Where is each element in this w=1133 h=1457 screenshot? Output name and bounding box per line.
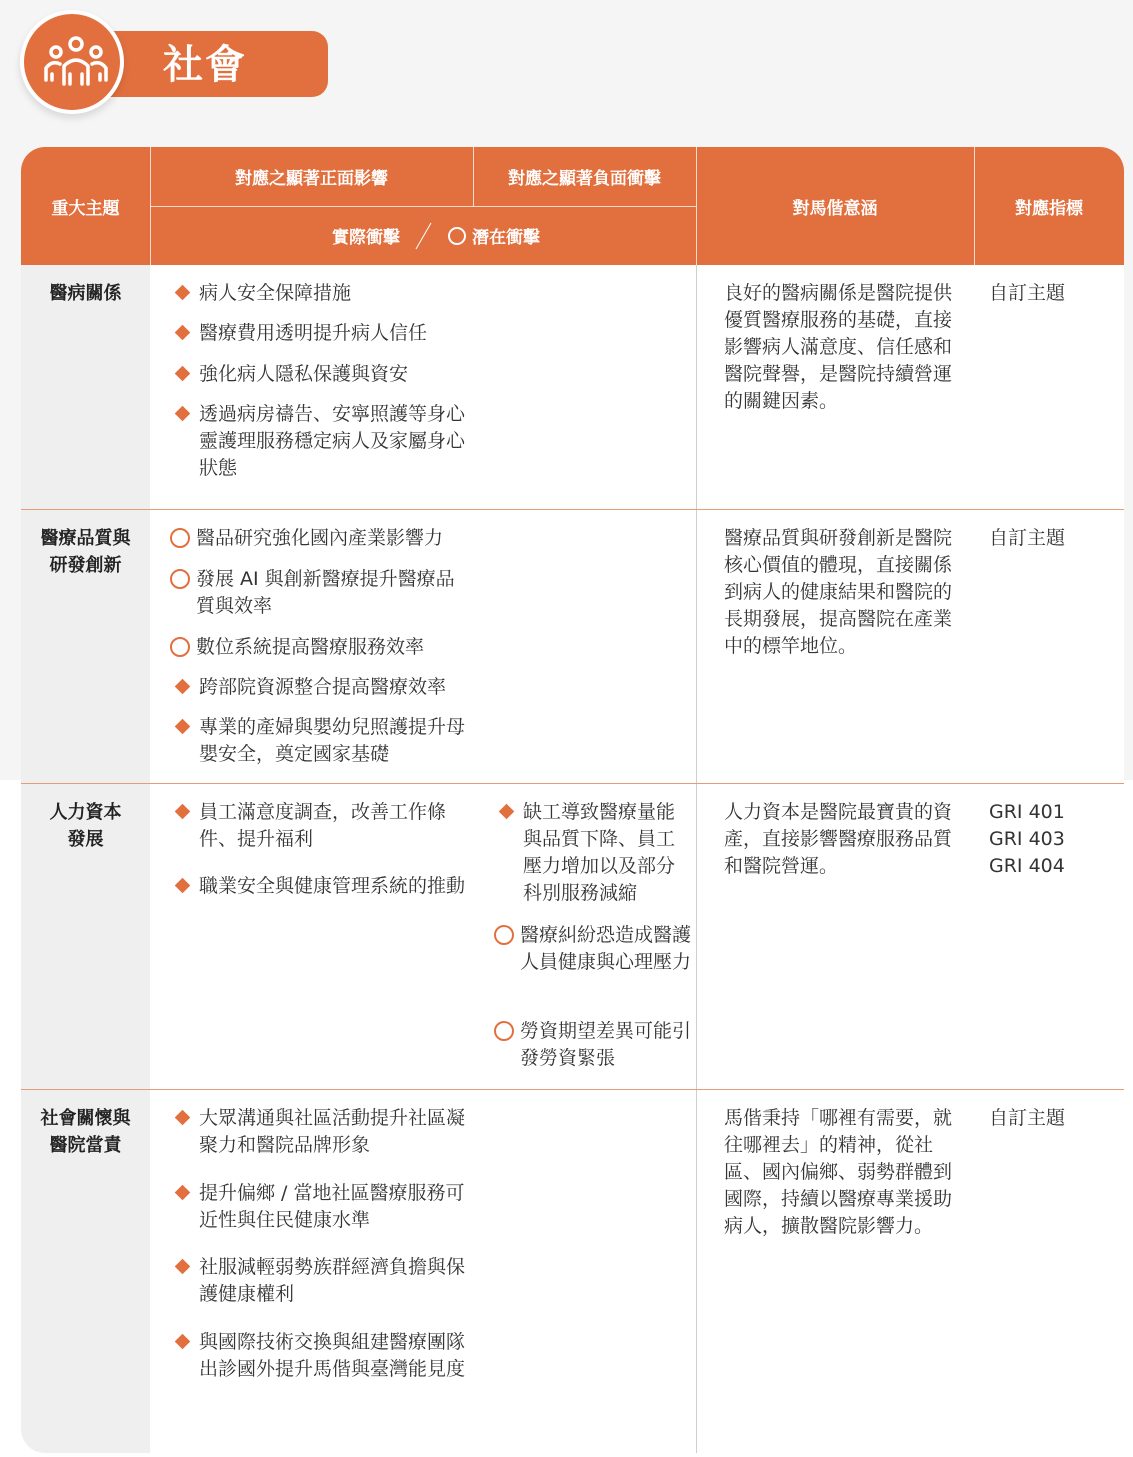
list-item: 醫療費用透明提升病人信任	[173, 320, 473, 347]
section-title: 社會	[163, 42, 247, 88]
circle-icon	[170, 525, 196, 552]
circle-icon	[170, 566, 196, 593]
row-topic	[21, 1105, 150, 1159]
list-item: 員工滿意度調查，改善工作條件、提升福利	[173, 799, 473, 853]
list-item: 強化病人隱私保護與資安	[173, 361, 473, 388]
header-indicator: 對應指標	[1015, 198, 1083, 219]
list-item: 職業安全與健康管理系統的推動	[173, 873, 473, 900]
row-divider	[21, 1089, 1124, 1090]
legend-potential: 潛在衝擊	[472, 228, 540, 248]
column-divider	[696, 265, 697, 1453]
list-item: 數位系統提高醫療服務效率	[170, 634, 473, 661]
list-item: 專業的產婦與嬰幼兒照護提升母嬰安全，奠定國家基礎	[173, 714, 473, 768]
list-item: 大眾溝通與社區活動提升社區凝聚力和醫院品牌形象	[173, 1105, 473, 1159]
diamond-icon	[173, 799, 199, 826]
indicator-list	[989, 799, 1114, 880]
meaning-text: 人力資本是醫院最寶貴的資產，直接影響醫療服務品質和醫院營運。	[724, 801, 953, 877]
meaning-text: 良好的醫病關係是醫院提供優質醫療服務的基礎，直接影響病人滿意度、信任感和醫院聲譽，是醫院持續營運的關鍵因素。	[724, 282, 953, 412]
diamond-icon	[173, 714, 199, 741]
list-item: 醫療糾紛恐造成醫護人員健康與心理壓力	[494, 922, 693, 976]
list-item: 缺工導致醫療量能與品質下降、員工壓力增加以及部分科別服務減縮	[497, 799, 693, 907]
circle-icon	[170, 634, 196, 661]
list-item: 跨部院資源整合提高醫療效率	[173, 674, 473, 701]
list-item: 提升偏鄉 / 當地社區醫療服務可近性與住民健康水準	[173, 1180, 473, 1234]
circle-icon	[494, 1018, 520, 1045]
circle-icon	[448, 227, 466, 245]
topic-column	[21, 265, 150, 1453]
topic-line: 醫療品質與	[40, 528, 131, 549]
list-item: 社服減輕弱勢族群經濟負擔與保護健康權利	[173, 1254, 473, 1308]
header-divider	[974, 147, 975, 265]
row-divider	[21, 783, 1124, 784]
row-topic	[21, 280, 150, 307]
diamond-icon	[173, 674, 199, 701]
topic-line: 醫院當責	[49, 1135, 122, 1156]
topic-line: 研發創新	[49, 555, 122, 576]
diamond-icon	[173, 280, 199, 307]
indicator-text: GRI 403	[989, 828, 1065, 850]
diamond-icon	[173, 1254, 199, 1281]
materiality-table	[21, 147, 1124, 1453]
diamond-icon	[173, 320, 199, 347]
diamond-icon	[497, 799, 523, 826]
header-topic: 重大主題	[51, 198, 120, 219]
indicator-text: 自訂主題	[989, 527, 1066, 549]
table-header	[21, 147, 1124, 265]
diamond-icon	[173, 873, 199, 900]
community-people-icon	[20, 10, 124, 114]
topic-line: 社會關懷與	[40, 1108, 131, 1129]
diamond-icon	[173, 1180, 199, 1207]
diamond-icon	[173, 1105, 199, 1132]
indicator-text: GRI 404	[989, 855, 1065, 877]
diamond-icon	[173, 1329, 199, 1356]
row-topic	[21, 525, 150, 579]
indicator-text: 自訂主題	[989, 1107, 1066, 1129]
list-item: 醫品研究強化國內產業影響力	[170, 525, 473, 552]
list-item: 病人安全保障措施	[173, 280, 473, 307]
legend-actual: 實際衝擊	[332, 228, 400, 248]
row-divider	[21, 509, 1124, 510]
header-positive: 對應之顯著正面影響	[235, 169, 388, 189]
circle-icon	[494, 922, 520, 949]
list-item: 發展 AI 與創新醫療提升醫療品質與效率	[170, 566, 473, 620]
topic-line: 人力資本	[49, 802, 122, 823]
header-divider	[696, 147, 697, 265]
list-item: 勞資期望差異可能引發勞資緊張	[494, 1018, 693, 1072]
header-divider	[473, 147, 474, 206]
topic-line: 發展	[67, 829, 104, 850]
indicator-text: GRI 401	[989, 801, 1065, 823]
slash-divider	[412, 223, 436, 249]
diamond-icon	[173, 401, 199, 428]
indicator-text: 自訂主題	[989, 282, 1066, 304]
impact-legend	[150, 206, 696, 265]
meaning-text: 醫療品質與研發創新是醫院核心價值的體現，直接關係到病人的健康結果和醫院的長期發展，提高醫院在產業中的標竿地位。	[724, 527, 953, 657]
meaning-text: 馬偕秉持「哪裡有需要，就往哪裡去」的精神，從社區、國內偏鄉、弱勢群體到國際，持續以醫療專業援助病人，擴散醫院影響力。	[724, 1107, 953, 1237]
diamond-icon	[173, 361, 199, 388]
diamond-icon	[306, 222, 326, 249]
list-item: 透過病房禱告、安寧照護等身心靈護理服務穩定病人及家屬身心狀態	[173, 401, 473, 482]
topic-line: 醫病關係	[49, 283, 122, 304]
list-item: 與國際技術交換與組建醫療團隊出診國外提升馬偕與臺灣能見度	[173, 1329, 473, 1383]
header-negative: 對應之顯著負面衝擊	[508, 169, 661, 189]
header-meaning: 對馬偕意涵	[792, 198, 878, 219]
row-topic	[21, 799, 150, 853]
